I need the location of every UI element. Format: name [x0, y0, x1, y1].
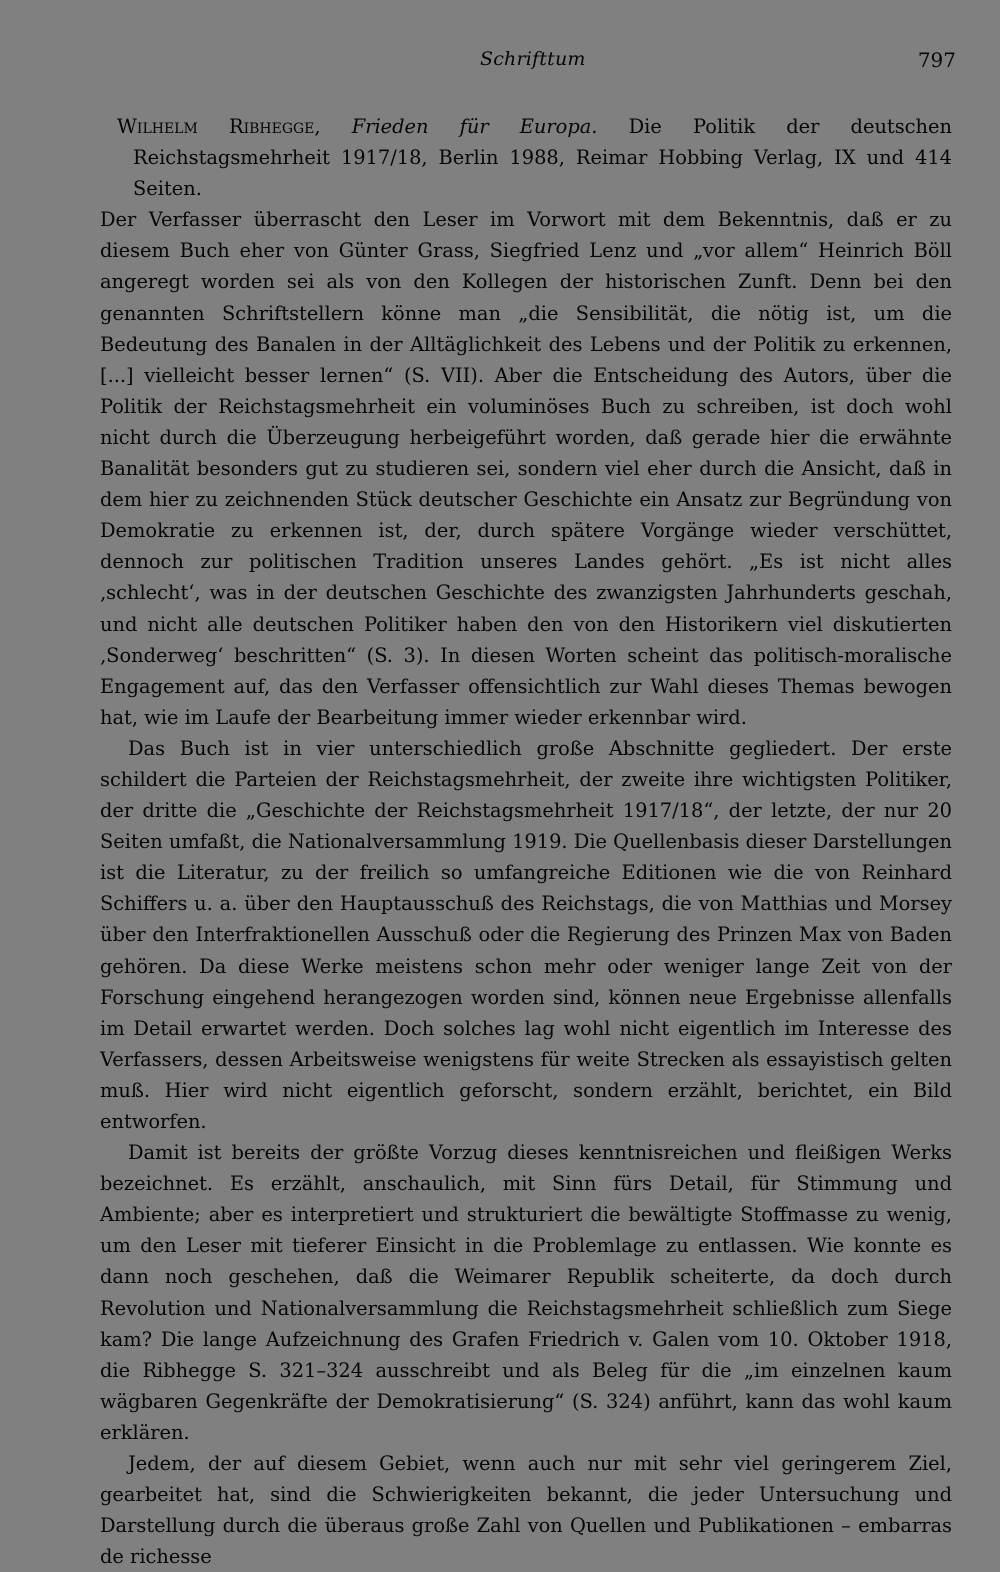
running-head: Schrifttum [480, 48, 586, 70]
paragraph: Jedem, der auf diesem Gebiet, wenn auch nur mit sehr viel geringerem Ziel, gearbeitet hat, sind die Schwierigkeiten bekannt, die jeder Untersuchung und Darstellung durch die überaus große Zahl von Quellen und Publikationen – embarras de richesse [100, 1452, 952, 1569]
bibliographic-entry [100, 111, 952, 204]
review-author: Wilhelm Ribhegge, [117, 115, 321, 138]
paragraph: Das Buch ist in vier unterschiedlich große Abschnitte gegliedert. Der erste schildert die Parteien der Reichstagsmehrheit, der zweite ihre wichtigsten Politiker, der dritte die „Geschichte der Reichstagsmehrheit 1917/18“, der letzte, der nur 20 Seiten umfaßt, die Nationalversammlung 1919. Die Quellenbasis dieser Darstellungen ist die Literatur, zu der freilich so umfangreiche Editionen wie die von Reinhard Schiffers u. a. über den Hauptausschuß des Reichstags, die von Matthias und Morsey über den Interfraktionellen Ausschuß oder die Regierung des Prinzen Max von Baden gehören. Da diese Werke meistens schon mehr oder weniger lange Zeit von der Forschung eingehend herangezogen worden sind, können neue Ergebnisse allenfalls im Detail erwartet werden. Doch solches lag wohl nicht eigentlich im Interesse des Verfassers, dessen Arbeitsweise wenigstens für weite Strecken als essayistisch gelten muß. Hier wird nicht eigentlich geforscht, sondern erzählt, berichtet, ein Bild entworfen. [100, 736, 952, 1133]
paragraph: Der Verfasser überrascht den Leser im Vorwort mit dem Bekenntnis, daß er zu diesem Buch eher von Günter Grass, Siegfried Lenz und „vor allem“ Heinrich Böll angeregt worden sei als von den Kollegen der historischen Zunft. Denn bei den genannten Schriftstellern könne man „die Sensibilität, die nötig ist, um die Bedeutung des Banalen in der Alltäglichkeit des Lebens und der Politik zu erkennen, [...] vielleicht besser lernen“ (S. VII). Aber die Entscheidung des Autors, über die Politik der Reichstagsmehrheit ein voluminöses Buch zu schreiben, ist doch wohl nicht durch die Überzeugung herbeigeführt worden, daß gerade hier die erwähnte Banalität besonders gut zu studieren sei, sondern viel eher durch die Ansicht, daß in dem hier zu zeichnenden Stück deutscher Geschichte ein Ansatz zur Begründung von Demokratie zu erkennen ist, der, durch spätere Vorgänge wieder verschüttet, dennoch zur politischen Tradition unseres Landes gehört. „Es ist nicht alles ‚schlecht‘, was in der deutschen Geschichte des zwanzigsten Jahrhunderts geschah, und nicht alle deutschen Politiker haben den von den Historikern viel diskutierten ‚Sonderweg‘ beschritten“ (S. 3). In diesen Worten scheint das politisch-moralische Engagement auf, das den Verfasser offensichtlich zur Wahl dieses Themas bewogen hat, wie im Laufe der Bearbeitung immer wieder erkennbar wird. [100, 208, 952, 729]
review-book-title: Frieden für Europa. [351, 115, 598, 138]
review-publication: Die Politik der deutschen Reichstagsmehrheit 1917/18, Berlin 1988, Reimar Hobbing Verlag, IX und 414 Seiten. [133, 115, 952, 201]
paragraph: Damit ist bereits der größte Vorzug dieses kenntnisreichen und fleißigen Werks bezeichnet. Es erzählt, anschaulich, mit Sinn fürs Detail, für Stimmung und Ambiente; aber es interpretiert und strukturiert die bewältigte Stoffmasse zu wenig, um den Leser mit tieferer Einsicht in die Problemlage zu entlassen. Wie konnte es dann noch geschehen, daß die Weimarer Republik scheiterte, da doch durch Revolution und Nationalversammlung die Reichstagsmehrheit schließlich zum Siege kam? Die lange Aufzeichnung des Grafen Friedrich v. Galen vom 10. Oktober 1918, die Ribhegge S. 321–324 ausschreibt und als Beleg für die „im einzelnen kaum wägbaren Gegenkräfte der Demokratisierung“ (S. 324) anführt, kann das wohl kaum erklären. [100, 1141, 952, 1444]
review-body [100, 111, 952, 1572]
page-number: 797 [917, 48, 956, 72]
